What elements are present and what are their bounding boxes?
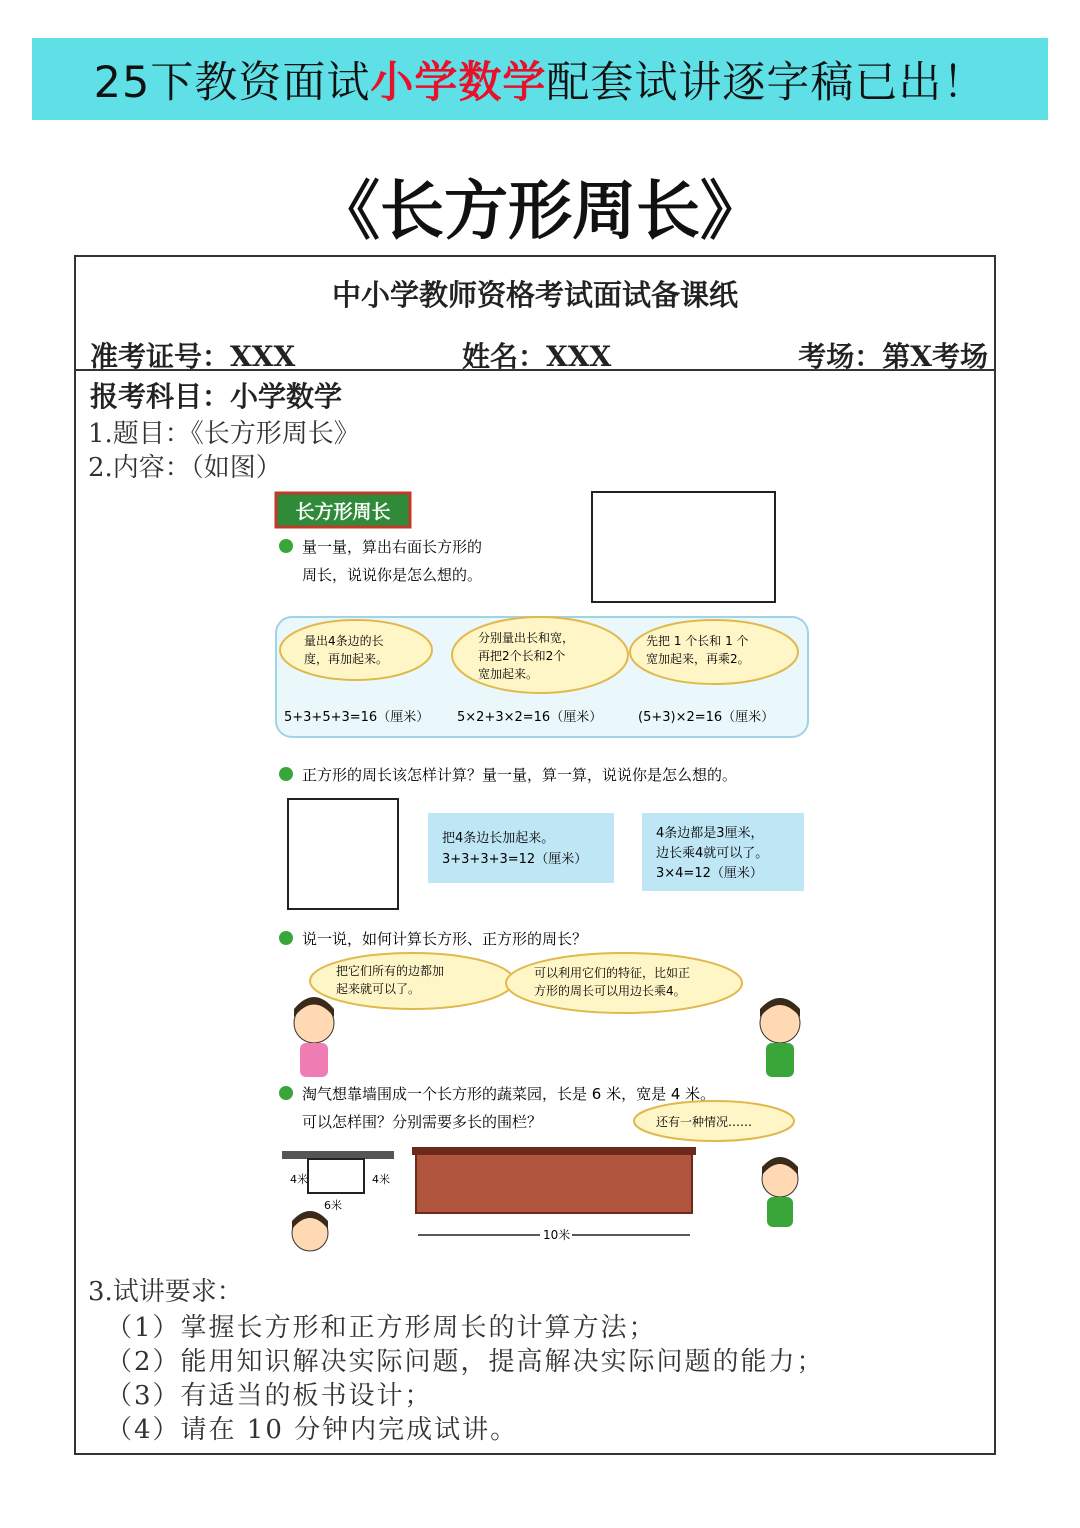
bubble-2-line-1: 分别量出长和宽， bbox=[478, 631, 575, 645]
garden-diagram bbox=[282, 1151, 394, 1212]
measure-square bbox=[288, 799, 398, 909]
formula-3: (5+3)×2=16（厘米） bbox=[638, 710, 775, 725]
exam-subject: 报考科目：小学数学 bbox=[90, 380, 343, 413]
garden-right-width: 4米 bbox=[372, 1173, 390, 1186]
brick-wall bbox=[412, 1147, 696, 1243]
bubble-1-line-1: 量出4条边的长 bbox=[304, 634, 384, 648]
promo-banner bbox=[32, 38, 1048, 120]
question-1-line-2: 周长，说说你是怎么想的。 bbox=[302, 566, 483, 584]
paper-heading: 中小学教师资格考试面试备课纸 bbox=[331, 278, 738, 312]
lesson-badge-text: 长方形周长 bbox=[295, 501, 391, 523]
garden-left-width: 4米 bbox=[290, 1173, 308, 1186]
candidate-name: 姓名：XXX bbox=[462, 340, 612, 373]
lesson-topic: 1.题目：《长方形周长》 bbox=[88, 419, 360, 449]
banner-prefix: 25下教资面试 bbox=[93, 57, 371, 108]
exam-number: 准考证号：XXX bbox=[90, 340, 296, 373]
formula-2: 5×2+3×2=16（厘米） bbox=[457, 710, 603, 725]
bubble-2-line-2: 再把2个长和2个 bbox=[478, 649, 566, 663]
note-2-line-2: 边长乘4就可以了。 bbox=[656, 846, 769, 861]
banner-highlight: 小学数学 bbox=[370, 57, 547, 108]
bullet-icon bbox=[279, 931, 293, 945]
question-1-line-1: 量一量，算出右面长方形的 bbox=[302, 538, 483, 556]
bullet-icon bbox=[279, 767, 293, 781]
speech-bubble-boy bbox=[506, 953, 742, 1013]
requirement-2: （2）能用知识解决实际问题，提高解决实际问题的能力； bbox=[106, 1347, 825, 1377]
bubble-3-line-2: 宽加起来，再乘2。 bbox=[646, 652, 750, 666]
note-1-line-1: 把4条边长加起来。 bbox=[442, 831, 555, 846]
requirement-1: （1）掌握长方形和正方形周长的计算方法； bbox=[106, 1313, 657, 1343]
exam-venue: 考场：第X考场 bbox=[798, 340, 988, 373]
bullet-icon bbox=[279, 1086, 293, 1100]
speech-girl-line-2: 起来就可以了。 bbox=[336, 982, 421, 996]
measure-rectangle bbox=[592, 492, 775, 602]
paper-header bbox=[76, 257, 994, 371]
bubble-3-line-1: 先把 1 个长和 1 个 bbox=[646, 634, 749, 648]
note-card-1 bbox=[428, 813, 614, 883]
lesson-content: 2.内容：（如图） bbox=[88, 453, 282, 483]
page-title: 《长方形周长》 bbox=[316, 174, 764, 249]
speech-bubble-girl bbox=[310, 953, 514, 1009]
girl-character bbox=[294, 997, 334, 1077]
speech-boy-line-2: 方形的周长可以用边长乘4。 bbox=[534, 984, 686, 998]
wall-length: 10米 bbox=[543, 1228, 571, 1242]
prep-paper bbox=[74, 255, 996, 1455]
question-3: 说一说，如何计算长方形、正方形的周长？ bbox=[302, 930, 588, 948]
textbook-figure bbox=[262, 487, 832, 1257]
question-4-line-1: 淘气想靠墙围成一个长方形的蔬菜园，长是 6 米，宽是 4 米。 bbox=[302, 1085, 716, 1103]
boy-character-2 bbox=[762, 1157, 798, 1227]
requirement-4: （4）请在 10 分钟内完成试讲。 bbox=[106, 1415, 519, 1445]
formula-1: 5+3+5+3=16（厘米） bbox=[284, 710, 430, 725]
bubble-2-line-3: 宽加起来。 bbox=[478, 667, 539, 681]
speech-another: 还有一种情况…… bbox=[656, 1115, 753, 1129]
question-2: 正方形的周长该怎样计算？量一量，算一算，说说你是怎么想的。 bbox=[302, 766, 738, 784]
note-2-line-3: 3×4=12（厘米） bbox=[656, 866, 763, 881]
banner-suffix: 配套试讲逐字稿已出！ bbox=[546, 57, 987, 108]
note-1-line-2: 3+3+3+3=12（厘米） bbox=[442, 852, 588, 867]
thought-bubble-1 bbox=[280, 620, 432, 680]
bubble-1-line-2: 度，再加起来。 bbox=[304, 652, 389, 666]
bullet-icon bbox=[279, 539, 293, 553]
requirements-title: 3.试讲要求： bbox=[88, 1277, 243, 1307]
note-2-line-1: 4条边都是3厘米， bbox=[656, 826, 764, 841]
requirement-3: （3）有适当的板书设计； bbox=[106, 1381, 433, 1411]
question-4-line-2: 可以怎样围？分别需要多长的围栏？ bbox=[302, 1113, 543, 1131]
speech-girl-line-1: 把它们所有的边都加 bbox=[336, 964, 445, 978]
garden-length: 6米 bbox=[324, 1199, 342, 1212]
speech-boy-line-1: 可以利用它们的特征，比如正 bbox=[534, 966, 691, 980]
girl-character-2 bbox=[292, 1211, 328, 1251]
boy-character bbox=[760, 998, 800, 1077]
